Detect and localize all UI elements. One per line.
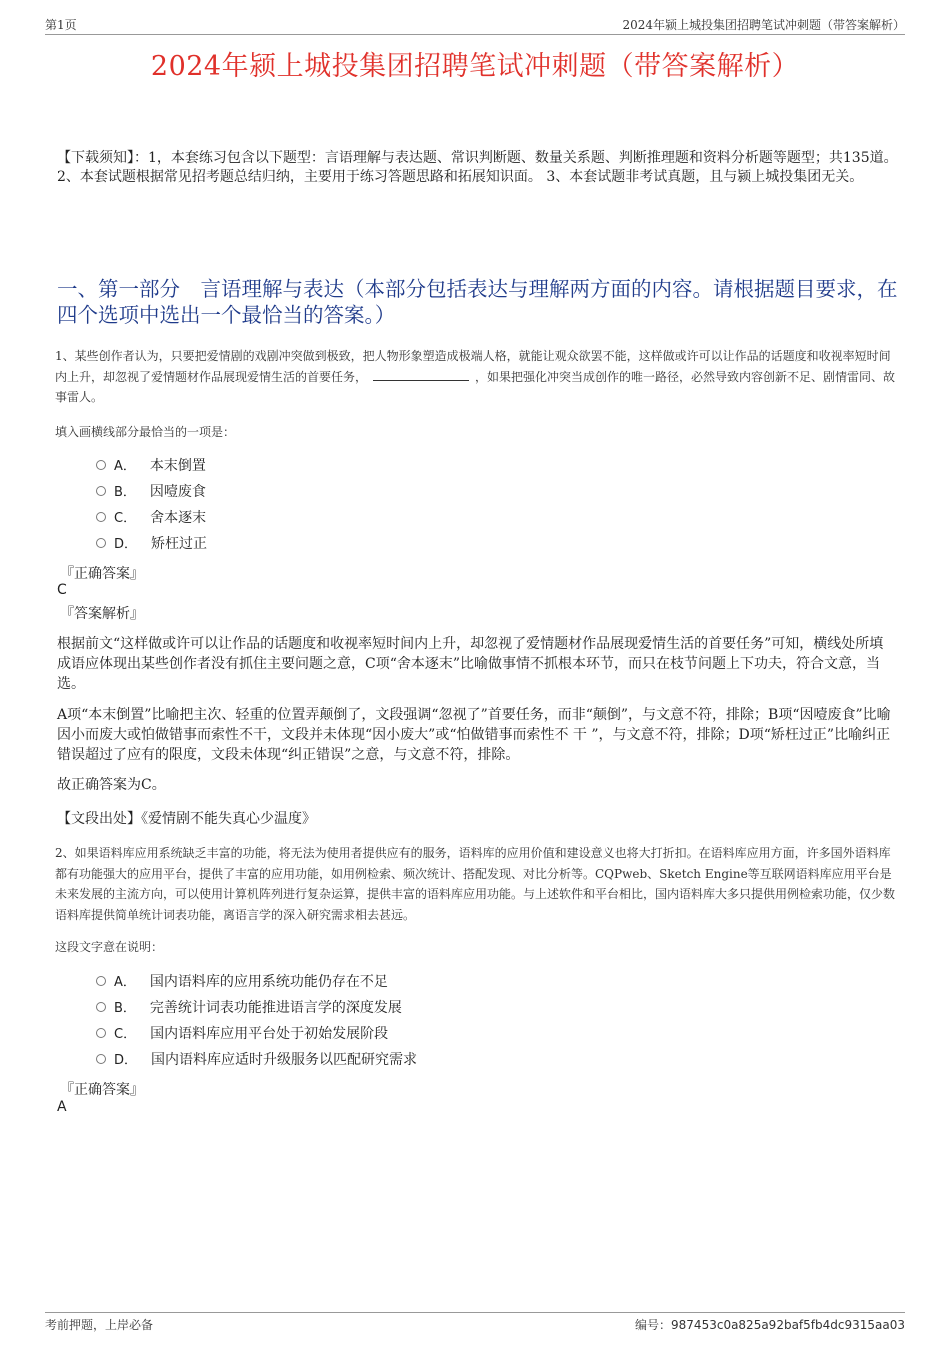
document-title: 2024年颍上城投集团招聘笔试冲刺题（带答案解析） — [150, 51, 800, 82]
footer-code-value: 987453c0a825a92baf5fb4dc9315aa03 — [671, 1318, 905, 1332]
q2-option-d[interactable]: D． 国内语料库应适时升级服务以匹配研究需求 — [96, 1051, 417, 1069]
header-doc-title: 2024年颍上城投集团招聘笔试冲刺题（带答案解析） — [622, 18, 905, 32]
page-footer — [45, 1312, 905, 1332]
q1-option-c[interactable]: C． 舍本逐末 — [96, 509, 206, 527]
q1-analysis-label: 『答案解析』 — [60, 606, 144, 622]
radio-icon[interactable] — [96, 486, 106, 496]
footer-code-label: 编号： — [635, 1318, 672, 1332]
question-1-prompt: 填入画横线部分最恰当的一项是： — [55, 425, 236, 439]
question-2-text: 2、如果语料库应用系统缺乏丰富的功能，将无法为使用者提供应有的服务，语料库的应用价值和建设意义也将大打折扣。在语料库应用方面，许多国外语料库都有功能强大的应用平台，提供了丰富的应用功能，如用例检索、频次统计、搭配发现、对比分析等。CQPweb、Sketch Engine等互联网语料库应用平台是未来发展的主流方向，可以使用计算机阵列进行复杂运算，提供丰富的语料库应用功能。与上述软件和平台相比，国内语料库大多只提供用例检索功能，仅少数语料库提供简单统计词表功能，离语言学的深入研究需求相去甚远。 — [55, 846, 896, 922]
footer-code — [635, 1316, 905, 1333]
page-number: 第1页 — [45, 18, 77, 32]
radio-icon[interactable] — [96, 538, 106, 548]
question-1-text-before: 1、某些创作者认为，只要把爱情剧的戏剧冲突做到极致，把人物形象塑造成极端人格，就能让观众欲罢不能，这样做或许可以让作品的话题度和收视率短时间内上升，却忽视了爱情题材作品展现爱情生活的首要任务， — [55, 349, 891, 384]
q2-answer-label: 『正确答案』 — [60, 1082, 144, 1098]
radio-icon[interactable] — [96, 460, 106, 470]
q1-option-a[interactable]: A． 本末倒置 — [96, 457, 206, 475]
q2-option-b[interactable]: B． 完善统计词表功能推进语言学的深度发展 — [96, 999, 402, 1017]
q1-analysis-p1: 根据前文“这样做或许可以让作品的话题度和收视率短时间内上升，却忽视了爱情题材作品展现爱情生活的首要任务”可知，横线处所填成语应体现出某些创作者没有抓住主要问题之意，C项“舍本逐末”比喻做事情不抓根本环节，而只在枝节问题上下功夫，符合文意，当选。 — [57, 636, 884, 692]
q1-source: 【文段出处】《爱情剧不能失真心少温度》 — [57, 811, 316, 827]
radio-icon[interactable] — [96, 1054, 106, 1064]
question-1-text-after: ，如果把强化冲突当成创作的唯一路径，必然导致内容创新不足、剧情雷同、故事雷人。 — [55, 369, 896, 404]
radio-icon[interactable] — [96, 976, 106, 986]
question-1-text — [55, 346, 900, 408]
footer-slogan: 考前押题，上岸必备 — [45, 1318, 154, 1332]
page-header — [45, 14, 905, 35]
q2-option-a[interactable]: A． 国内语料库的应用系统功能仍存在不足 — [96, 973, 388, 991]
radio-icon[interactable] — [96, 1002, 106, 1012]
download-notice: 【下载须知】：1，本套练习包含以下题型：言语理解与表达题、常识判断题、数量关系题、判断推理题和资料分析题等题型；共135道。 2、本套试题根据常见招考题总结归纳，主要用于练习答题思路和拓展知识面。 3、本套试题非考试真题，且与颍上城投集团无关。 — [57, 150, 898, 185]
q1-conclusion: 故正确答案为C。 — [57, 777, 166, 793]
q1-answer: C — [57, 582, 67, 598]
q1-analysis-p2: A项“本末倒置”比喻把主次、轻重的位置弄颠倒了，文段强调“忽视了”首要任务，而非“颠倒”，与文意不符，排除；B项“因噎废食”比喻因小而废大或怕做错事而索性不干，文段并未体现“因小废大”或“怕做错事而索性不 干 ”，与文意不符，排除；D项“矫枉过正”比喻纠正错误超过了应有的限度，文段未体现“纠正错误”之意，与文意不符，排除。 — [57, 707, 891, 763]
radio-icon[interactable] — [96, 512, 106, 522]
section-title: 一、第一部分 言语理解与表达（本部分包括表达与理解两方面的内容。请根据题目要求，在四个选项中选出一个最恰当的答案。） — [57, 277, 898, 327]
q1-option-d[interactable]: D． 矫枉过正 — [96, 535, 207, 553]
radio-icon[interactable] — [96, 1028, 106, 1038]
answer-blank — [373, 368, 469, 381]
q2-answer: A — [57, 1099, 67, 1115]
q1-answer-label: 『正确答案』 — [60, 566, 144, 582]
question-2-prompt: 这段文字意在说明： — [55, 940, 164, 954]
q1-option-b[interactable]: B． 因噎废食 — [96, 483, 206, 501]
q2-option-c[interactable]: C． 国内语料库应用平台处于初始发展阶段 — [96, 1025, 388, 1043]
